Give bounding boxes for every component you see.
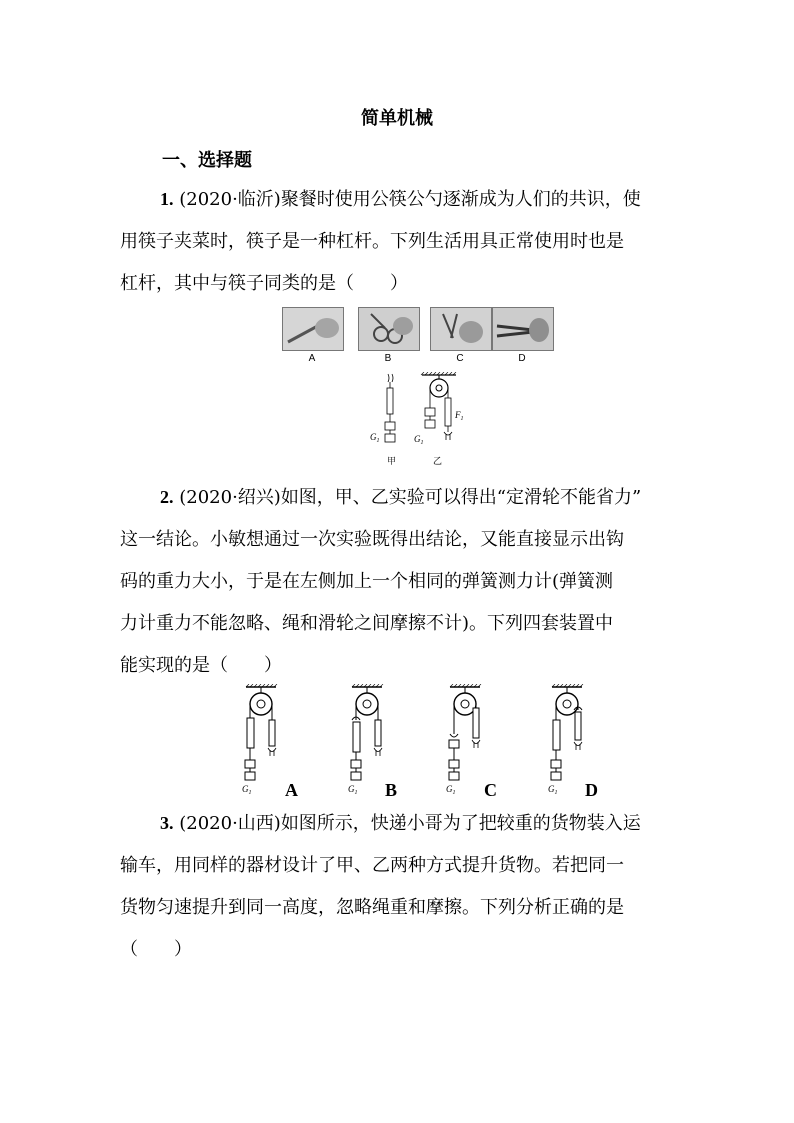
q3-text-line4: （ ） [120, 939, 192, 960]
question-3 [120, 802, 675, 971]
option-label-d: D [585, 780, 598, 800]
option-b-g-label: $G_1$ [348, 784, 358, 796]
jia-label: 甲 [387, 457, 397, 467]
q2-text-line5: 能实现的是（ ） [120, 655, 282, 676]
page-title: 简单机械 [361, 108, 433, 129]
q3-text-line3: 货物匀速提升到同一高度，忽略绳重和摩擦。下列分析正确的是 [120, 897, 624, 918]
yi-f-label: $F_1$ [455, 410, 464, 422]
photo-label-c: C [456, 353, 464, 364]
q1-text-line2: 用筷子夹菜时，筷子是一种杠杆。下列生活用具正常使用时也是 [120, 231, 624, 252]
photo-label-b: B [384, 353, 392, 364]
diagram-jia [385, 374, 395, 442]
option-label-a: A [285, 780, 298, 800]
q2-text-line4: 力计重力不能忽略、绳和滑轮之间摩擦不计)。下列四套装置中 [120, 613, 614, 634]
option-d-g-label: $G_1$ [548, 784, 558, 796]
photo-option-b [358, 307, 420, 351]
q2-source: (2020·绍兴) [179, 487, 281, 508]
yi-g-label: $G_1$ [414, 434, 424, 446]
q1-text-line1: 聚餐时使用公筷公勺逐渐成为人们的共识，使 [280, 189, 641, 210]
option-c-g-label: $G_1$ [446, 784, 456, 796]
q3-number: 3. [160, 813, 174, 833]
jia-g-label: $G_1$ [370, 432, 380, 444]
photo-label-a: A [308, 353, 316, 364]
yi-label: 乙 [433, 457, 443, 467]
q2-text-line2: 这一结论。小敏想通过一次实验既得出结论，又能直接显示出钩 [120, 529, 624, 550]
section-heading: 一、选择题 [162, 150, 252, 171]
photo-option-d [492, 307, 554, 351]
q2-text-line3: 码的重力大小，于是在左侧加上一个相同的弹簧测力计(弹簧测 [120, 571, 614, 592]
option-a-g-label: $G_1$ [242, 784, 252, 796]
figure-jia-yi [360, 372, 480, 470]
option-label-b: B [385, 780, 398, 800]
q1-source: (2020·临沂) [179, 189, 281, 210]
question-1 [120, 178, 675, 305]
photo-option-c [430, 307, 492, 351]
q3-text-line1: 如图所示，快递小哥为了把较重的货物装入运 [280, 813, 641, 834]
photo-label-d: D [518, 353, 526, 364]
q3-text-line2: 输车，用同样的器材设计了甲、乙两种方式提升货物。若把同一 [120, 855, 624, 876]
q3-source: (2020·山西) [179, 813, 281, 834]
q2-number: 2. [160, 487, 174, 507]
pulley-diagram-a [232, 684, 292, 796]
photo-option-a [282, 307, 344, 351]
q1-text-line3: 杠杆，其中与筷子同类的是（ ） [120, 273, 408, 294]
question-2 [120, 476, 675, 687]
option-label-c: C [484, 780, 497, 800]
q1-number: 1. [160, 189, 174, 209]
diagram-yi [421, 372, 456, 440]
q2-text-line1: 如图，甲、乙实验可以得出“定滑轮不能省力” [280, 487, 642, 508]
